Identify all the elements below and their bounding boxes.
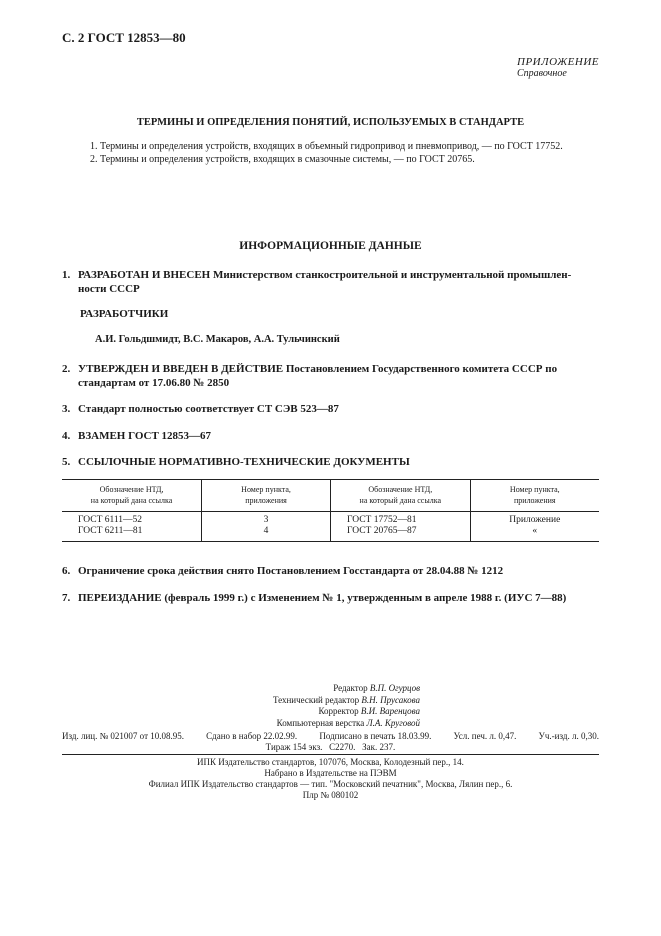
publisher-line: Набрано в Издательстве на ПЭВМ	[264, 768, 397, 778]
info-item-text: ВЗАМЕН ГОСТ 12853—67	[78, 430, 212, 442]
imprint-code: С2270.	[329, 742, 356, 752]
table-header-row	[62, 480, 599, 512]
terms-section-title: ТЕРМИНЫ И ОПРЕДЕЛЕНИЯ ПОНЯТИЙ, ИСПОЛЬЗУЕМЫХ В СТАНДАРТЕ	[136, 117, 525, 128]
imprint-sent: Сдано в набор 22.02.99.	[206, 731, 298, 741]
imprint-line-1	[62, 731, 599, 741]
imprint-run: Тираж 154 экз.	[265, 742, 323, 752]
publisher-line: ИПК Издательство стандартов, 107076, Москва, Колодезный пер., 14.	[197, 757, 464, 767]
references-table	[62, 479, 599, 542]
terms-item-2: 2. Термины и определения устройств, входящих в смазочные системы, — по ГОСТ 20765.	[90, 154, 475, 165]
developers-names: А.И. Гольдшмидт, В.С. Макаров, А.А. Тульчинский	[95, 334, 340, 345]
info-section-title: ИНФОРМАЦИОННЫЕ ДАННЫЕ	[239, 240, 422, 252]
imprint-print-sheets: Усл. печ. л. 0,47.	[453, 731, 517, 741]
info-item-2	[62, 362, 602, 390]
table-header-cell: Обозначение НТД, на который дана ссылка	[62, 480, 202, 512]
imprint-signed: Подписано в печать 18.03.99.	[319, 731, 432, 741]
imprint-publ-sheets: Уч.-изд. л. 0,30.	[538, 731, 599, 741]
info-item-number: 4.	[62, 430, 71, 442]
table-header-cell: Обозначение НТД, на который дана ссылка	[330, 480, 470, 512]
info-item-number: 1.	[62, 269, 71, 281]
info-item-continuation: ности СССР	[78, 283, 140, 295]
info-item-7	[62, 591, 566, 605]
table-row	[62, 512, 599, 527]
terms-section-body	[62, 140, 599, 166]
info-item-text: ССЫЛОЧНЫЕ НОРМАТИВНО-ТЕХНИЧЕСКИЕ ДОКУМЕНТЫ	[78, 456, 410, 468]
info-item-text: Стандарт полностью соответствует СТ СЭВ 523—87	[78, 403, 339, 415]
info-item-3	[62, 402, 339, 416]
table-cell: ГОСТ 20765—87	[330, 526, 470, 542]
table-cell: ГОСТ 6111—52	[78, 515, 143, 525]
credit-line: Редактор В.П. Огурцов	[333, 683, 420, 693]
imprint-order: Зак. 237.	[362, 742, 396, 752]
page-header: С. 2 ГОСТ 12853—80	[62, 30, 186, 45]
info-item-number: 5.	[62, 456, 71, 468]
appendix-label	[517, 56, 599, 79]
info-item-number: 6.	[62, 565, 71, 577]
publisher-line: Филиал ИПК Издательство стандартов — тип. "Московский печатник", Москва, Лялин пер., 6.	[148, 779, 513, 789]
info-item-text: ПЕРЕИЗДАНИЕ (февраль 1999 г.) с Изменением № 1, утвержденным в апреле 1988 г. (ИУС 7—88)	[78, 592, 567, 604]
appendix-subtitle: Справочное	[517, 68, 567, 79]
info-item-text: РАЗРАБОТАН И ВНЕСЕН Министерством станкостроительной и инструментальной промышлен-	[78, 269, 572, 281]
terms-item-1: 1. Термины и определения устройств, входящих в объемный гидропривод и пневмопривод, — по ГОСТ 17752.	[90, 141, 563, 152]
info-item-text: УТВЕРЖДЕН И ВВЕДЕН В ДЕЙСТВИЕ Постановлением Государственного комитета СССР по	[78, 363, 558, 375]
table-cell: ГОСТ 6211—81	[62, 526, 202, 542]
imprint-divider	[62, 754, 599, 755]
table-cell: 3	[202, 512, 331, 527]
publisher-line: Плр № 080102	[302, 790, 359, 800]
info-item-number: 2.	[62, 363, 71, 375]
table-row	[62, 526, 599, 542]
table-header-cell: Номер пункта, приложения	[470, 480, 599, 512]
appendix-title: ПРИЛОЖЕНИЕ	[517, 56, 599, 68]
info-item-4	[62, 429, 211, 443]
publisher-block	[62, 757, 599, 801]
credit-line: Компьютерная верстка Л.А. Круговой	[276, 717, 420, 728]
table-cell: «	[470, 526, 599, 542]
info-item-5	[62, 455, 410, 469]
credit-line: Технический редактор В.Н. Прусакова	[272, 694, 420, 705]
info-item-1	[62, 268, 602, 296]
imprint-license: Изд. лиц. № 021007 от 10.08.95.	[62, 731, 184, 741]
info-item-6	[62, 564, 503, 578]
developers-heading: РАЗРАБОТЧИКИ	[80, 308, 169, 320]
imprint-line-2	[62, 742, 599, 752]
info-item-number: 3.	[62, 403, 71, 415]
table-cell: ГОСТ 17752—81	[330, 512, 470, 527]
table-cell: 4	[202, 526, 331, 542]
info-item-text: Ограничение срока действия снято Постановлением Госстандарта от 28.04.88 № 1212	[78, 565, 504, 577]
info-item-number: 7.	[62, 592, 71, 604]
table-cell: Приложение	[470, 512, 599, 527]
credit-line: Корректор В.И. Варенцова	[318, 706, 420, 716]
info-item-continuation: стандартам от 17.06.80 № 2850	[78, 377, 230, 389]
editorial-credits	[200, 683, 420, 729]
table-header-cell: Номер пункта, приложения	[202, 480, 331, 512]
